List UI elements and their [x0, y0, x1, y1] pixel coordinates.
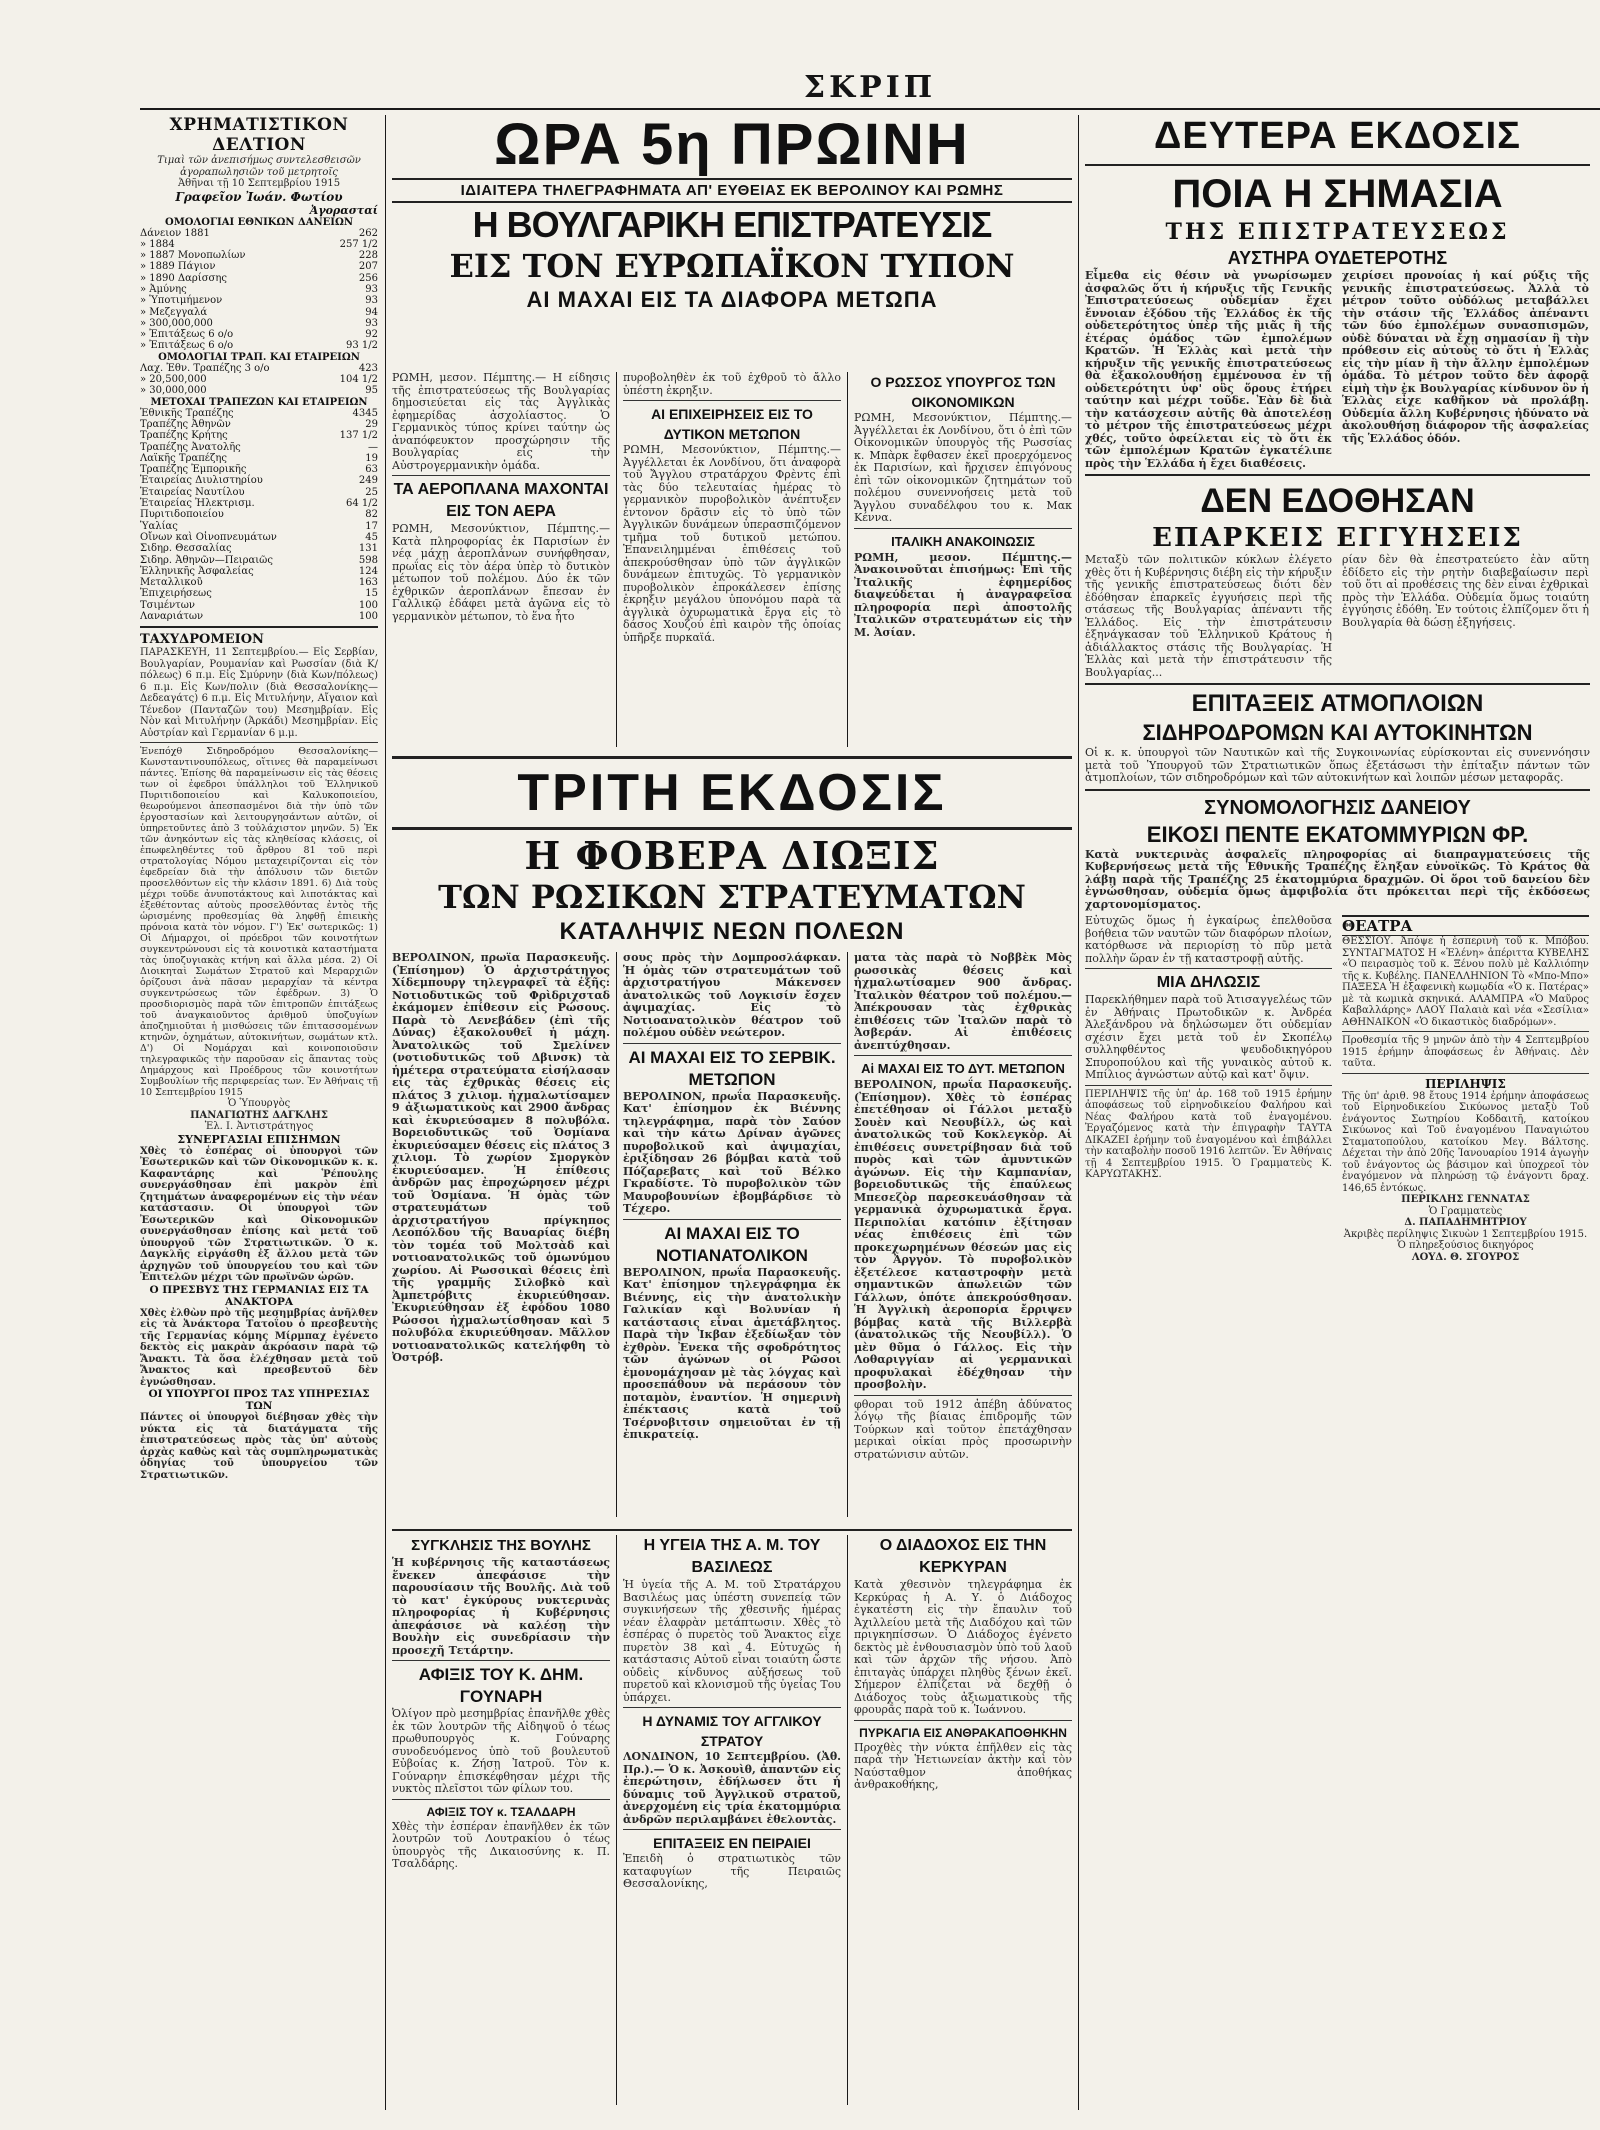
article-text: ΡΩΜΗ, μεσον. Πέμπτης.— Ἀνακοινοῦται ἐπισήμως: Ἐπὶ τῆς Ἰταλικῆς ἐφημερίδος διαψεύδεται ἡ ἀναγραφεῖσα πληροφορία περὶ ἀποστολῆς Ἰταλικῶν στρατευμάτων εἰς τὴν Μ. Ἀσίαν.: [854, 550, 1072, 639]
market-item-price: 4345: [352, 407, 378, 419]
signature-text: Ἀκριβὲς περίληψις Σικυὼν 1 Σεπτεμβρίου 1915. Ὁ πληρεξούσιος δικηγόρος: [1343, 1228, 1588, 1251]
top-rule: [140, 108, 1600, 110]
market-item-price: 95: [365, 385, 378, 397]
market-item-name: » Μεζεγγαλά: [140, 306, 208, 318]
market-item-name: » 1890 Δαρίσσης: [140, 272, 227, 284]
ministers-text: Πάντες οἱ ὑπουργοὶ διέβησαν χθὲς τὴν νύκτα εἰς τὰ διατάγματα τῆς ἐπιστρατεύσεως πρὸς τὰς ὑπ' αὐτοὺς ἀρχὰς καθὼς καὶ τὰς συμπληρωματικὰς ὁδηγίας τοῦ ὑπουργείου τῶν Στρατιωτικῶν.: [140, 1412, 378, 1481]
article-col-3: [854, 372, 1072, 752]
column-rule: [616, 372, 617, 747]
market-row: [140, 273, 378, 284]
article-text: Οἱ κ. κ. ὑπουργοὶ τῶν Ναυτικῶν καὶ τῆς Συγκοινωνίας εὑρίσκονται εἰς συνεννόησιν μετὰ τοῦ Ὑπουργοῦ τῶν Στρατιωτικῶν ὅπως ἐξετάσωσι τὴν ἐπίταξιν πάντων τῶν ἀτμοπλοίων, τῶν σιδηροδρόμων καὶ τῶν αὐτοκινήτων καὶ λοιπῶν μέσων μεταφορᾶς.: [1085, 746, 1590, 784]
article-text: ΒΕΡΟΛΙΝΟΝ, πρωΐα Παρασκευῆς. (Ἐπίσημον) Ὁ ἀρχιστράτηγος Χίδεμπουργ τηλεγραφεῖ τὰ ἑξῆς: Νοτιοδυτικῶς τοῦ Φρὶδριχσταδ ἐκάμομεν ἐπίθεσιν εἰς Ρώσους. Παρὰ τὸ Λενεβάδεν (ἐπὶ τῆς Δύνας) ἐξακολουθεῖ ἡ μάχη. Ἀνατολικῶς τοῦ Σμελίνεν (νοτιοδυτικῶς τοῦ Δβινσκ) τὰ ἡμέτερα στρατεύματα εἰσήλασαν εἰς τὰς ἐχθρικὰς θέσεις εἰς πλάτος 3 χιλιομ. ἠχμαλωτίσαμεν 9 ἀξιωματικοὺς καὶ 2900 ἄνδρας καὶ ἐκυριεύσαμεν 8 πολυβόλα. Βορειοδυτικῶς τοῦ Ὀσμίανα ἐκυριεύσαμεν θέσεις εἰς πλάτος 3 χιλιομ. Τὸ χωρίον Σμοργκὸν ἐκυριεύσαμεν. Ἡ ἐπίθεσις ἀνδρῶν μας ἐπροχώρησεν μέχρι τοῦ Ὀσμίανα. Ἡ ὁμὰς τῶν στρατευμάτων τοῦ ἀρχιστρατήγου πρίγκηπος Λεοπόλδου τῆς Βαυαρίας διέβη τὸν τομέα τοῦ Μολτσὰδ καὶ νοτιοανατολικῶς τοῦ ὁμωνύμου χωρίου. Αἱ Ρωσσικαὶ θέσεις ἐπὶ τῆς γραμμῆς Σιλοβκὸ καὶ Ἀμπετρόβιτς ἐκυριεύθησαν. Ἐκυριεύθησαν ἐξ ἐφόδου 1080 Ρώσσοι ἠχμαλωτίσθησαν καὶ 5 πολυβόλα ἐκυριεύθησαν. Μᾶλλον νοτιοανατολικῶς κατελήφθη τὸ Ὀστρόβ.: [392, 952, 610, 1364]
market-item-price: 64 1/2: [346, 498, 378, 510]
market-row: [140, 498, 378, 509]
market-row: [140, 340, 378, 351]
table-bank-shares: [140, 408, 378, 623]
german-ambassador-title: Ο ΠΡΕΣΒΥΣ ΤΗΣ ΓΕΡΜΑΝΙΑΣ ΕΙΣ ΤΑ ΑΝΑΚΤΟΡΑ: [149, 1283, 369, 1308]
market-bulletin-subtitle: Τιμαὶ τῶν ἀνεπισήμως συντελεσθεισῶν ἀγοραπωλησιῶν τοῦ μετρητοῖς: [157, 155, 361, 178]
right-subcol-b: [1342, 915, 1589, 1263]
market-row: [140, 318, 378, 329]
divider: [1085, 789, 1590, 791]
subhead-russian-minister: Ο ΡΩΣΣΟΣ ΥΠΟΥΡΓΟΣ ΤΩΝ ΟΙΚΟΝΟΜΙΚΩΝ: [870, 374, 1056, 410]
market-item-name: Δάνειον 1881: [140, 227, 210, 239]
headline-theatres: ΘΕΑΤΡΑ: [1342, 915, 1589, 936]
article-text: Ἐπειδὴ ὁ στρατιωτικὸς τῶν καταφυγίων τῆς Πειραιῶς Θεσσαλονίκης,: [623, 1852, 841, 1890]
subhead-tsaldaris: ΑΦΙΞΙΣ ΤΟΥ κ. ΤΣΑΛΔΑΡΗ: [426, 1804, 576, 1819]
market-item-price: 92: [365, 329, 378, 341]
article-col-2: [623, 372, 841, 752]
market-row: [140, 408, 378, 419]
german-ambassador-text: Χθὲς ἐλθὼν πρὸ τῆς μεσημβρίας ἀνῆλθεν εἰς τὰ Ἀνάκτορα Τατοΐου ὁ πρεσβευτὴς τῆς Γερμανίας κόμης Μίρμπαχ ἐγένετο δεκτὸς εἰς μακρὰν ἀκρόασιν παρὰ τῷ Ἄνακτι. Τὰ ὅσα ἐλέχθησαν μετὰ τοῦ Ἄνακτος καὶ πρεσβευτοῦ δὲν ἐγνώσθησαν.: [140, 1307, 378, 1388]
market-row: [140, 250, 378, 261]
post-office-text: ΠΑΡΑΣΚΕΥΗ, 11 Σεπτεμβρίου.— Εἰς Σερβίαν, Βουλγαρίαν, Ρουμανίαν καὶ Ρωσσίαν (διὰ Κ/πόλεως) 6 π.μ. Εἰς Σμύρνην (διὰ Κων/πόλεως) 6 π.μ. Εἰς Κων/πολιν (διὰ Θεσσαλονίκης—Δεδεαγάτς) 6 π.μ. Εἰς Μιτυλήνην, Αἴγαιον καὶ Τένεδον (Πανταζῶν του) Μεσημβρίαν. Εἰς Νὸν καὶ Μιτυλήνην (Ἀρκάδι) Μεσημβρίαν. Εἰς Αὐστρίαν καὶ Γερμανίαν 6 μ.μ.: [140, 647, 378, 739]
column-rule: [616, 952, 617, 1517]
market-item-price: 262: [358, 227, 378, 239]
market-row: [140, 374, 378, 385]
divider: [623, 1707, 841, 1708]
column-rule: [616, 1535, 617, 2105]
market-item-name: Ἑταιρείας Διυλιστηρίου: [140, 475, 263, 487]
article-text: ΒΕΡΟΛΙΝΟΝ, πρωΐα Παρασκευῆς. Κατ' ἐπίσημον τηλεγράφημα ἐκ Βιέννης, εἰς τὴν ἀνατολικὴν Γαλικίαν καὶ Βολυνίαν ἡ κατάστασις εἶναι ἀμετάβλητος. Παρὰ τὴν Ἰκβαν ἐξεδίωξαν τὸν ἐχθρὸν. Ἐνεκα τῆς σφοδρότητος τῶν ἀγώνων οἱ Ρῶσοι ἐμονομάχησαν μὲ τὰς λόγχας καὶ προσεπάθουν νὰ περάσουν τὸν ποταμὸν, ἐναντίον. Ἡ σημερινὴ ἐπέκτασις κατὰ τοῦ Τσέρνοβιτσιν σημειοῦται ἐν τῇ ἐπικρατείᾳ.: [623, 1265, 841, 1441]
market-item-price: 17: [365, 520, 378, 532]
market-row: [140, 419, 378, 430]
market-item-name: Τραπέζης Ἀθηνῶν: [140, 418, 231, 430]
article-text: χειρίσει προνοίας ἡ καί ρύξις τῆς γενικῆς ἐπιστρατεύσεως. Ἀλλὰ τὸ μέτρον τοῦτο οὐδόλως μεταβάλλει τὴν στάσιν τῆς Ἑλλάδος ἀπέναντι τῶν δύο ἐμπολέμων συνασπισμῶν, οὐδὲ δύναται νὰ ἔχῃ σημασίαν ἢ τὴν πρόθεσιν εἰς αὐτοὺς τὸ ὅτι ἡ Ἑλλὰς εἰς τὴν μίαν ἢ τὴν ἄλλην ἐμπολέμων ὁμάδα. Τὸ μέτρον τοῦτο δὲν ἀφορᾷ εἰμὴ τὴν ἐκ Βουλγαρίας κίνδυνον ὃν ἡ Ἑλλὰς εἶχε καθῆκον νὰ προλάβῃ. Οὐδεμία ἄλλη Κυβέρνησις ἠδύνατο νὰ ἀκολουθήσῃ διάφορον τῆς ἀσφαλείας τῆς Ἑλλάδος ὁδόν.: [1342, 269, 1589, 445]
article-text: Κατὰ νυκτερινὰς ἀσφαλεῖς πληροφορίας αἱ διαπραγματεύσεις τῆς Κυβερνήσεως μετὰ τῆς Ἐθνικῆς Τραπέζης ἔληξαν εὐνοϊκῶς. Τὸ Κράτος θὰ λάβῃ παρὰ τῆς Τραπέζης 25 ἑκατομμύρια δραχμῶν. Οἱ ὅροι τοῦ δανείου δὲν ἐγνώσθησαν, οὐδεμία ὅμως ἀμφιβολία ὅτι πρόκειται περὶ τῆς ἐκδόσεως χαρτονομίσματος.: [1085, 847, 1590, 911]
market-row: [140, 566, 378, 577]
market-row: [140, 555, 378, 566]
subhead-serbian-front: ΑΙ ΜΑΧΑΙ ΕΙΣ ΤΟ ΣΕΡΒΙΚ. ΜΕΤΩΠΟΝ: [628, 1047, 836, 1089]
divider: [392, 1799, 610, 1800]
market-colhead: Ἀγορασταί: [309, 203, 378, 217]
subhead-british-army: Η ΔΥΝΑΜΙΣ ΤΟΥ ΑΓΓΛΙΚΟΥ ΣΤΡΑΤΟΥ: [642, 1713, 822, 1749]
center-top-section: [392, 112, 1072, 752]
article-text: Ἡ ὑγεία τῆς Α. Μ. τοῦ Στρατάρχου Βασιλέως μας ὑπέστη συνεπείᾳ τῶν συγκινήσεων τῆς χθεσινῆς ἡμέρας νέαν ἐλαφρὰν μετάπτωσιν. Χθὲς τὸ ἑσπέρας ὁ πυρετὸς τοῦ Ἄνακτος εἶχε πυρετὸν 38 καὶ 4. Εὐτυχῶς ἡ κατάστασις Αὐτοῦ εἶναι τοιαύτη ὥστε οὐδεὶς κίνδυνος αὐξήσεως τοῦ πυρετοῦ καὶ κλονισμοῦ τῆς ὑγείας Του ὑπάρχει.: [623, 1578, 841, 1704]
article-text: Κατὰ χθεσινὸν τηλεγράφημα ἐκ Κερκύρας ἡ Α. Υ. ὁ Διάδοχος ἐγκατέστη εἰς τὴν ἔπαυλιν τοῦ Ἀχιλλείου μετὰ τῆς Διαδόχου καὶ τῶν πριγκηπίσσων. Ὁ Διάδοχος ἐγένετο δεκτὸς μὲ ἐνθουσιασμὸν ὑπὸ τοῦ λαοῦ καὶ τῶν ἀρχῶν τῆς νήσου. Ἀπὸ ἐπιταγὰς ὑπάρχει πληθὺς ξένων ἐκεῖ. Σήμερον ἐλπίζεται νὰ δεχθῇ ὁ Διάδοχος τοὺς ἀξιωματικοὺς τῆς φρουρᾶς παρὰ τοῦ κ. Ἰωάννου.: [854, 1578, 1072, 1716]
market-row: [140, 284, 378, 295]
headline-summary: ΠΕΡΙΛΗΨΙΣ: [1425, 1076, 1506, 1091]
divider: [140, 626, 378, 628]
summary-text: Τῆς ὑπ' ἀριθ. 98 ἔτους 1914 ἐρήμην ἀποφάσεως τοῦ Εἰρηνοδικείου Σικύωνος μεταξὺ Τοῦ ἐνάγοντος Σωτηρίου Κοδδαιτῆ, κατοίκου Σικύωνος καὶ Τοῦ ἐναγομένου Παναγιώτου Σταματοπούλου, κατοίκου Μεγ. Βάλτσης. Δέχεται τὴν ἀπὸ 20ῆς Ἰανουαρίου 1914 ἀγωγὴν τοῦ ἐνάγοντος ὡς βάσιμον καὶ ὑποχρεοῖ τὸν ἐναγόμενον νὰ πληρώσῃ τῷ ἐνάγοντι δραχ. 146,65 ἐντόκως.: [1342, 1090, 1589, 1194]
market-item-price: 249: [358, 475, 378, 487]
market-item-price: 29: [365, 418, 378, 430]
divider: [1342, 1031, 1589, 1032]
market-item-price: 207: [358, 261, 378, 273]
market-item-name: Σιδηρ. Ἀθηνῶν—Πειραιῶς: [140, 554, 273, 566]
headline-railways-cars: ΣΙΔΗΡΟΔΡΟΜΩΝ ΚΑΙ ΑΥΤΟΚΙΝΗΤΩΝ: [1142, 720, 1533, 745]
article-col-1: [392, 1535, 610, 2110]
divider: [1085, 1085, 1332, 1086]
subhead-coal-fire: ΠΥΡΚΑΓΙΑ ΕΙΣ ΑΝΘΡΑΚΑΠΟΘΗΚΗΝ: [859, 1725, 1067, 1740]
market-row: [140, 521, 378, 532]
market-item-name: Τσιμέντων: [140, 599, 195, 611]
market-row: [140, 588, 378, 599]
masthead: ΣΚΡΙΠ: [803, 70, 937, 105]
article-text: ΒΕΡΟΛΙΝΟΝ, πρωΐα Παρασκευῆς. Κατ' ἐπίσημον ἐκ Βιέννης τηλεγράφημα, παρὰ τὸν Σαύον καὶ τὴν κάτω Δρίναν ἀγῶνες πυροβολικοῦ καὶ ἀψιμαχίαι, ἐριξίδησαν 26 βόμβαι κατὰ τοῦ Πόζαρεβατς καὶ τοῦ Βέλκο Γκραδίστε. Τὸ πυροβολικὸν τῶν Μαυροβουνίων ἐβομβάρδισε τὸ Τέχερο.: [623, 1089, 841, 1215]
market-item-name: Μεταλλικοῦ: [140, 577, 203, 589]
market-item-price: 100: [358, 611, 378, 622]
divider: [623, 1219, 841, 1220]
article-text: Ἡ κυβέρνησις τῆς καταστάσεως ἕνεκεν ἀπεφάσισε τὴν παρουσίασιν τῆς Βουλῆς. Διὰ τοῦ τὸ κατ' ἐγκύρους νυκτερινὰς πληροφορίας ἡ Κυβέρνησις ἀπεφάσισε νὰ καλέσῃ τὴν Βουλὴν εἰς συνεδρίασιν τὴν προσεχῆ Τετάρτην.: [392, 1556, 610, 1657]
divider: [1085, 683, 1590, 685]
divider: [1085, 474, 1590, 476]
market-item-price: 256: [358, 272, 378, 284]
market-item-name: » Ὑποτιμήμενον: [140, 295, 223, 307]
market-item-price: 423: [358, 362, 378, 374]
article-text: φθοραι τοῦ 1912 ἀπέβη ἀδύνατος λόγῳ τῆς βίαιας ἐπιδρομῆς τῶν Τούρκων καὶ τοῦτον ἐπετάχθησαν μερικαὶ οἰκίαι πρὸς προσωρινὴν στρατώνισιν αὐτῶν.: [854, 1397, 1072, 1461]
banner-third-edition: ΤΡΙΤΗ ΕΚΔΟΣΙΣ: [517, 764, 947, 822]
headline-bulgarian-mobilization: Η ΒΟΥΛΓΑΡΙΚΗ ΕΠΙΣΤΡΑΤΕΥΣΙΣ: [472, 204, 992, 245]
market-row: [140, 509, 378, 520]
mobilization-decree-text: Ἐνεπόχθ Σιδηροδρόμου Θεσσαλονίκης—Κωνσταντινουπόλεως, οἵτινες θὰ παραμείνωσι πάντες. Ἐπίσης θὰ παραμείνωσιν εἰς τὰς θέσεις των οἱ ἐφεδροι ὑπάλληλοι τοῦ Ἑλληνικοῦ Πυριτιδοποιείου καὶ Καλυκοποιείου, θεωρούμενοι ἀπεσπασμένοι διὰ τὴν ὑπὸ τῶν ἐργοστασίων καὶ λειτουργησάντων αὐτῶν, οἱ ὑπηρετοῦντες ἀπὸ 3 τοὐλάχιστον μηνῶν. 5) Ἐκ τῶν ἀνηκόντων εἰς τὰς κληθείσας κλάσεις, οἱ ἐπωφεληθέντες τοῦ ἄρθρου 81 τοῦ περὶ στρατολογίας Νόμου μεταχειρίζονται εἰς τὸν ἐφεδρείαν διὰ τὴν ἀπόλυσιν τῶν διετῶν προσελθόντων εἰς τὴν κλάσιν 1891. 6) Διὰ τοὺς μέχρι τοῦδε ἀνυποτάκτους καὶ λιποτάκτας καὶ ἐξεθέτοντας αὐτοὺς προσελθόντας ἐντὸς τῆς ὡρισμένης προθεσμίας θὰ ληφθῇ ἐπιεικὴς πρόνοια κατὰ τὸν νόμον. Γ') Ἐκ' σωτερικῶς: 1) Οἱ Δήμαρχοι, οἱ πρόεδροι τῶν κοινοτήτων συγκεντρώνουσι εἰς τὰ κοινοτικὰ καταστήματα τὰς ὑποζυγιακὰς κτήνη καὶ ἄλλα μέσα. 2) Οἱ Διοικηταὶ Σωμάτων Στρατοῦ καὶ Μεραρχιῶν ὁρίζουσι ἀνὰ πᾶσαν μεραρχίαν τὰ κέντρα συγκεντρώσεως τῶν ἐφέδρων. 3) Ὁ προσδιορισμὸς παρὰ τῶν ἐπιτροπῶν ἐπιτάξεως τοῦ ἀναγκαιοῦντος ἀριθμοῦ ὑποζυγίων ἀποζημιοῦται ἡ μισθώσεις τῶν ἐπιτασσομένων κτηνῶν, ὀχημάτων, αὐτοκινήτων, σωμάτων κτλ. Δ') Οἱ Νομάρχαι καὶ κοινοποιοῦσιν τηλεγραφικῶς τὴν παροῦσαν εἰς ἅπαντας τοὺς Δημάρχους καὶ Προέδρους τῶν κοινοτήτων Συμβουλίων τῆς περιφερείας των. Ἐν Ἀθήναις τῇ 10 Σεπτεμβρίου 1915: [140, 746, 378, 1099]
headline-of-mobilization: ΤΗΣ ΕΠΙΣΤΡΑΤΕΥΣΕΩΣ: [1165, 219, 1510, 245]
market-item-price: —: [368, 441, 378, 453]
article-text: ΒΕΡΟΛΙΝΟΝ, πρωΐα Παρασκευῆς. (Ἐπίσημον). Χθὲς τὸ ἑσπέρας ἐπετέθησαν οἱ Γάλλοι μεταξὺ Σουὲν καὶ Νεουβίλλ, ὡς καὶ ἀνατολικῶς τοῦ Κοκλεγκὸρ. Αἱ ἐπιθέσεις συνετρίβησαν διὰ τοῦ πυρὸς καὶ τῶν ἀμυντικῶν ἀγώνων. Εἰς τὴν Καμπανίαν, βορειοδυτικῶς τῆς ἐπαύλεως Μπεσεζὸρ παρεσκευάσθησαν τὰ γερμανικὰ ὀχυρωματικὰ ἔργα. Περιπολίαι κατόπιν ἐξίτησαν νέας ἐπιθέσεις ἐπὶ τῶν προκεχωρημένων θέσεών μας εἰς τὸν Ἀργγὸν. Τὸ πυροβολικὸν ἐξετέλεσε καταστροφὴν μετὰ σημαντικῶν ἀπωλειῶν τῶν Γάλλων, ὁπότε ἀπεκρούσθησαν. Ἡ Ἀγγλικὴ ἀεροπορία ἔρριψεν βόμβας κατὰ τῆς Βιλλερβὰ (ἀνατολικῶς τῆς Νεουβίλλ). Ὁ μὲν θῦμα ὁ Γάλλος. Εἰς τὴν Λοθαριγγίαν αἱ γερμανικαὶ προφυλακαὶ ἐδέχθησαν τὴν προσβολὴν.: [854, 1078, 1072, 1391]
article-text: ΛΟΝΔΙΝΟΝ, 10 Σεπτεμβρίου. (Ἀθ. Πρ.).— Ὁ κ. Ἀσκουὶθ, ἀπαντῶν εἰς ἐπερώτησιν, ἐδήλωσεν ὅτι ἡ δύναμις τοῦ Ἀγγλικοῦ στρατοῦ, ἀνερχομένη εἰς τρία ἑκατομμύρια ἀνδρῶν περιλαμβάνει ἐθελοντὰς.: [623, 1750, 841, 1826]
article-col-3: [854, 1535, 1072, 2110]
market-item-price: 257 1/2: [339, 238, 378, 250]
legal-notice-text: ΠΕΡΙΛΗΨΙΣ τῆς ὑπ' ἀρ. 168 τοῦ 1915 ἐρήμην ἀποφάσεως τοῦ εἰρηνοδικείου Φαλήρου καὶ Νέας Φαλήρου κατὰ τοῦ ἐναγομένου. Ἐργαζόμενος κατὰ τὴν ἐπιγραφὴν ΤΑΥΤΑ ΔΙΚΑΖΕΙ ἐρήμην τοῦ ἐναγομένου καὶ ἐπιβάλλει τὴν καταβολὴν ποσοῦ 1916 λεπτῶν. Ἐν Ἀθήναις τῇ 4 Σεπτεμβρίου 1915. Ὁ Γραμματεὺς Κ. ΚΑΡΥΩΤΑΚΗΣ.: [1085, 1088, 1332, 1180]
legal-notice-text: Προθεσμία τῆς 9 μηνῶν ἀπὸ τὴν 4 Σεπτεμβρίου 1915 ἐρήμην ἀποφάσεως ἐν Ἀθήναις. Δὲν ταῦτα.: [1342, 1035, 1589, 1069]
column-rule: [847, 952, 848, 1517]
divider: [854, 1395, 1072, 1396]
subhead-crown-prince: Ο ΔΙΑΔΟΧΟΣ ΕΙΣ ΤΗΝ ΚΕΡΚΥΡΑΝ: [879, 1537, 1047, 1576]
headline-not-given: ΔΕΝ ΕΔΟΘΗΣΑΝ: [1200, 482, 1475, 520]
table-national-loans: [140, 228, 378, 352]
market-row: [140, 442, 378, 453]
market-item-name: Οἴνων καὶ Οἰνοπνευμάτων: [140, 531, 277, 543]
article-text: Χθὲς τὴν ἑσπέραν ἐπανῆλθεν ἐκ τῶν λουτρῶν τοῦ Λουτρακίου ὁ τέως ὑπουργὸς τῆς Δικαιοσύνης κ. Π. Τσαλδάρης.: [392, 1819, 610, 1870]
market-row: [140, 430, 378, 441]
headline-terrible-pursuit: Η ΦΟΒΕΡΑ ΔΙΩΞΙΣ: [524, 833, 940, 878]
article-col-2: [623, 952, 841, 1522]
article-col-1: [392, 952, 610, 1522]
market-item-price: 104 1/2: [339, 374, 378, 386]
headline-european-press: ΕΙΣ ΤΟΝ ΕΥΡΩΠΑΪΚΟΝ ΤΥΠΟΝ: [449, 247, 1015, 285]
market-item-name: » 1889 Πάγιον: [140, 261, 216, 273]
market-item-name: Λαναριάτων: [140, 611, 204, 622]
market-item-name: Ἑταιρείας Ἠλεκτρισμ.: [140, 498, 255, 510]
left-column: [140, 115, 378, 2110]
article-col-3: [854, 952, 1072, 1522]
market-item-price: 598: [358, 554, 378, 566]
divider: [140, 742, 378, 743]
divider: [1342, 1073, 1589, 1074]
market-row: [140, 239, 378, 250]
article-text: Ὀλίγον πρὸ μεσημβρίας ἐπανῆλθε χθὲς ἐκ τῶν λουτρῶν τῆς Αἰδηψοῦ ὁ τέως πρωθυπουργὸς κ. Γούναρης συνοδευόμενος ὑπὸ τοῦ βουλευτοῦ Εὐβοίας κ. Ζήσῃ Ἰατροῦ. Τὸν κ. Γούναρην ἐπισκέφθησαν μέχρι τῆς νυκτὸς πλεῖστοι τῶν φίλων του.: [392, 1707, 610, 1795]
subhead-gounaris: ΑΦΙΞΙΣ ΤΟΥ Κ. ΔΗΜ. ΓΟΥΝΑΡΗ: [418, 1665, 584, 1706]
article-text: πυροβοληθὲν ἐκ τοῦ ἐχθροῦ τὸ ἄλλο ὑπέστη ἐκρηξιν.: [623, 372, 841, 397]
coop-text: Χθὲς τὸ ἑσπέρας οἱ ὑπουργοὶ τῶν Ἐσωτερικῶν καὶ τῶν Οἰκονομικῶν κ. κ. Καφαντάρης καὶ Ῥέπουλης συνεργάσθησαν ἐπὶ μακρὸν ἐπὶ ζητημάτων ἀναφερομένων εἰς τὴν νέαν κατάστασιν. Οἱ ὑπουργοὶ τῶν Ἐσωτερικῶν καὶ Οἰκονομικῶν συνεργάσθησαν ἐπίσης καὶ μετὰ τοῦ ὑπουργοῦ τῶν Στρατιωτικῶν. Ὁ κ. Δαγκλῆς εἰργάσθη ἐξ ἄλλου μετὰ τῶν ἀρχηγῶν τοῦ ὑπουργείου του καὶ τῶν Ἐπιτελῶν μέχρι τῶν πρωϊνῶν ὡρῶν.: [140, 1145, 378, 1284]
article-text: ματα τὰς παρὰ τὸ Νοββὲκ Μὸς ρωσσικὰς θέσεις καὶ ἠχμαλωτίσαμεν 900 ἄνδρας. Ἰταλικὸν θέατρον τοῦ πολέμου.— Ἀπέκρουσαν τὰς ἐχθρικὰς ἐπιθέσεις τῶν Ἰταλῶν παρὰ τὸ Ἀσβεράν. Αἱ ἐπιθέσεις ἀνεπτύχθησαν.: [854, 952, 1072, 1052]
market-row: [140, 577, 378, 588]
market-item-name: » Ἐπιτάξεως 6 ο/ο: [140, 340, 234, 352]
article-text: Μεταξὺ τῶν πολιτικῶν κύκλων ἐλέγετο χθὲς ὅτι ἡ Κυβέρνησις διέβη εἰς τὴν κήρυξιν τῆς γενικῆς ἐπιστρατεύσεως διότι δὲν ἐδόθησαν ἐπαρκεῖς ἐγγυήσεις περὶ τῆς στάσεως τῆς Βουλγαρίας ἀπέναντι τῆς Ἑλλάδος. Εἰς τὴν ἐπιστράτευσιν ἐξηνάγκασαν τοῦ Ἑλληνικοῦ Κράτους ἡ ἀδιάλλακτος στάσις τῆς Βουλγαρίας. Ἡ Ἑλλὰς καὶ μετὰ τὴν ἐπιστράτευσιν τῆς Βουλγαρίας...: [1085, 553, 1332, 679]
center-mid-section: [392, 752, 1072, 1522]
table-bank-bonds: [140, 363, 378, 397]
section-bank-shares: ΜΕΤΟΧΑΙ ΤΡΑΠΕΖΩΝ ΚΑΙ ΕΤΑΙΡΕΙΩΝ: [150, 396, 368, 408]
market-item-name: Ὑαλίας: [140, 520, 178, 532]
market-bulletin-title: ΧΡΗΜΑΤΙΣΤΙΚΟΝ ΔΕΛΤΙΟΝ: [169, 115, 349, 155]
market-item-price: 19: [365, 452, 378, 464]
signature-name: ΠΑΝΑΓΙΩΤΗΣ ΔΑΓΚΛΗΣ: [190, 1109, 328, 1121]
article-text: Εὐτυχῶς ὅμως ἡ ἐγκαίρως ἐπελθοῦσα βοήθεια τῶν ναυτῶν τῶν διαφόρων πλοίων, κατόρθωσε νὰ περιορίσῃ τὸ πῦρ μετὰ πολλὴν ὥραν ἐν τῇ καταστροφῇ αὐτῆς.: [1085, 914, 1332, 965]
market-row: [140, 464, 378, 475]
divider: [392, 756, 1072, 759]
market-row: [140, 475, 378, 486]
market-item-name: » 20,500,000: [140, 374, 207, 386]
divider: [854, 1720, 1072, 1721]
headline-declaration: ΜΙΑ ΔΗΛΩΣΙΣ: [1156, 974, 1261, 991]
divider: [392, 827, 1072, 830]
signature-name: Δ. ΠΑΠΑΔΗΜΗΤΡΙΟΥ: [1404, 1217, 1527, 1228]
subhead-operations-west: ΑΙ ΕΠΙΧΕΙΡΗΣΕΙΣ ΕΙΣ ΤΟ ΔΥΤΙΚΟΝ ΜΕΤΩΠΟΝ: [651, 406, 813, 442]
headline-25-million: ΕΙΚΟΣΙ ΠΕΝΤΕ ΕΚΑΤΟΜΜΥΡΙΩΝ ΦΡ.: [1146, 821, 1529, 847]
signature-name: ΛΟΥΔ. Θ. ΣΓΟΥΡΟΣ: [1411, 1251, 1520, 1263]
market-row: [140, 453, 378, 464]
market-row: [140, 600, 378, 611]
divider: [623, 1043, 841, 1044]
divider: [392, 1660, 610, 1661]
subhead-airplanes: ΤΑ ΑΕΡΟΠΛΑΝΑ ΜΑΧΟΝΤΑΙ ΕΙΣ ΤΟΝ ΑΕΡΑ: [393, 481, 609, 520]
headline-steamships: ΕΠΙΤΑΞΕΙΣ ΑΤΜΟΠΛΟΙΩΝ: [1191, 690, 1484, 717]
market-row: [140, 532, 378, 543]
market-item-price: 93: [365, 283, 378, 295]
post-office-title: ΤΑΧΥΔΡΟΜΕΙΟΝ: [140, 632, 264, 648]
divider: [854, 528, 1072, 529]
right-subcol-a: [1085, 915, 1332, 1263]
headline-guarantees: ΕΠΑΡΚΕΙΣ ΕΓΓΥΗΣΕΙΣ: [1152, 523, 1523, 553]
market-item-price: 93: [365, 317, 378, 329]
article-text: ΡΩΜΗ, Μεσονύκτιον, Πέμπτης.— Κατὰ πληροφορίας ἐκ Παρισίων ἐν νέᾳ μάχῃ ἀεροπλάνων συνήφθησαν, πρωΐας εἰς τὸν ἀέρα ὑπὲρ τὸ δυτικὸν μέτωπον τοῦ πολέμου. Δύο ἐκ τῶν ἐχθρικῶν ἀεροπλάνων ἔπεσαν ἐν Γαλλικῷ ἐδάφει μετὰ ἀγῶνα εἰς τὸ γερμανικὸν μέτωπον, τὸ ἕνα ἦτο: [392, 522, 610, 623]
market-bulletin-date: Ἀθῆναι τῇ 10 Σεπτεμβρίου 1915: [177, 178, 341, 189]
divider: [1085, 968, 1332, 969]
headline-strict-neutrality: ΑΥΣΤΗΡΑ ΟΥΔΕΤΕΡΟΤΗΣ: [1227, 248, 1448, 268]
right-column: [1085, 112, 1590, 2110]
market-item-price: 15: [365, 588, 378, 600]
banner-5am: ΩΡΑ 5η ΠΡΩΙΝΗ: [494, 112, 970, 177]
market-office: Γραφεῖον Ἰωάν. Φωτίου: [175, 189, 343, 204]
market-item-price: 45: [365, 531, 378, 543]
market-item-name: » Ἀμύνης: [140, 283, 187, 295]
market-row: [140, 611, 378, 622]
article-text: ρίαν δὲν θὰ ἐπεστρατεύετο ἐὰν αὕτη ἐδίδετο εἰς τὴν ρητὴν διαβεβαίωσιν περὶ τοῦ ὅτι αἱ προθέσεις της δὲν εἶναι ἐχθρικαὶ πρὸς τὴν Ἑλλάδα. Οὐδεμία ὅμως τοιαύτη ἐγγύησις ἐδόθη. Ἐν τούτοις ἐλπίζομεν ὅτι ἡ Βουλγαρία θὰ δώσῃ ἐξηγήσεις.: [1342, 553, 1589, 629]
section-national-loans: ΟΜΟΛΟΓΙΑΙ ΕΘΝΙΚΩΝ ΔΑΝΕΙΩΝ: [164, 216, 354, 228]
headline-new-cities: ΚΑΤΑΛΗΨΙΣ ΝΕΩΝ ΠΟΛΕΩΝ: [559, 918, 905, 945]
article-text: Προχθὲς τὴν νύκτα ἐπῆλθεν εἰς τὰς παρὰ τὴν Ἡετιωνείαν ἀκτὴν καὶ τὸν Ναύσταθμον ἀποθήκας ἀνθρακοθήκης,: [854, 1740, 1072, 1791]
article-col-1: [392, 372, 610, 752]
market-item-name: Τραπέζης Κρήτης: [140, 430, 228, 442]
coop-title: ΣΥΝΕΡΓΑΣΙΑΙ ΕΠΙΣΗΜΩΝ: [177, 1132, 341, 1146]
market-item-name: » 300,000,000: [140, 317, 213, 329]
market-item-price: 82: [365, 509, 378, 521]
signature-minister: Ὁ Ὑπουργὸς: [227, 1098, 291, 1110]
market-item-price: 163: [358, 577, 378, 589]
market-row: [140, 543, 378, 554]
ministers-title: ΟΙ ΥΠΟΥΡΓΟΙ ΠΡΟΣ ΤΑΣ ΥΠΗΡΕΣΙΑΣ ΤΩΝ: [148, 1388, 370, 1413]
banner-second-edition: ΔΕΥΤΕΡΑ ΕΚΔΟΣΙΣ: [1154, 115, 1521, 157]
headline-battles: ΑΙ ΜΑΧΑΙ ΕΙΣ ΤΑ ΔΙΑΦΟΡΑ ΜΕΤΩΠΑ: [526, 287, 938, 312]
market-item-price: 93: [365, 295, 378, 307]
market-item-name: » Ἐπιτάξεως 6 ο/ο: [140, 329, 234, 341]
column-rule: [847, 1535, 848, 2105]
market-item-price: 94: [365, 306, 378, 318]
market-row: [140, 487, 378, 498]
market-item-price: 137 1/2: [339, 430, 378, 442]
article-text: ΡΩΜΗ, Μεσονύκτιον, Πέμπτης.— Ἀγγέλλεται ἐκ Λονδίνου, ὅτι ἀναφορὰ τοῦ Ἄγγλου στρατάρχου Φρὲντς ἐπὶ τὰς δύο τελευταίας ἡμέρας τὸ γερμανικὸν πυροβολικὸν ἀνέπτυξεν ἐντονον δρᾶσιν εἰς τὸ ὑπὸ τῶν Ἀγγλικῶν δυνάμεων ὑπερασπιζόμενον τμῆμα τοῦ δυτικοῦ μετώπου. Ἐπανειλημμέναι ἐπιθέσεις τοῦ ἀπεκρούσθησαν ὑπὸ τῶν ἀγγλικῶν δυνάμεων ἐπιτυχῶς. Τὸ γερμανικὸν πυροβολικὸν ἐπροκάλεσεν ἐπίσης ἐκρηξιν μεγάλου ὑπονόμου παρὰ τὰ ἀγγλικὰ ὀχυρωματικὰ ἔργα εἰς τὸ δάσος Χουζού ἐπὶ καιρὸν τῆς ὁποίας ὑπῆρξε πυρκαϊά.: [623, 443, 841, 644]
article-text: Εἶμεθα εἰς θέσιν νὰ γνωρίσωμεν ἀσφαλῶς ὅτι ἡ κήρυξις τῆς Γενικῆς Ἐπιστρατεύσεως οὐδεμίαν ἔχει ἔννοιαν ἐξόδου τῆς Ἑλλάδος ἐκ τῆς οὐδετερότητος ὑπὲρ τῆς μιᾶς ἢ τῆς ἑτέρας ὁμάδος τῶν ἐμπολέμων Κρατῶν. Ἡ Ἑλλὰς καὶ μετὰ τὴν κήρυξιν τῆς γενικῆς ἐπιστρατεύσεως θὰ ἐξακολουθήσῃ ἐμμένουσα ἐν τῇ οὐδετερότητι ὑφ' οὓς ὅρους ἐτήρει ταύτην καὶ μέχρι τοῦδε. Ἐὰν δὲ διὰ τὴν κατάσχεσιν αὐτῆς θὰ ἀποτελέσῃ τὸ μέτρον τῆς ἐπιστρατεύσεως μέχρι χθές, τοῦτο ὀφείλεται εἰς τὸ ὅτι ἐκ τῶν ἐμπολέμων Κρατῶν ἐγκατέλιπε πρὸς τὴν Ἑλλάδα ἡ ἔχει διαθέσεις.: [1085, 269, 1332, 470]
market-item-name: » 1884: [140, 238, 175, 250]
market-item-price: 25: [365, 486, 378, 498]
headline-loan: ΣΥΝΟΜΟΛΟΓΗΣΙΣ ΔΑΝΕΙΟΥ: [1204, 796, 1471, 819]
column-rule-left: [385, 115, 386, 2110]
article-text: Παρεκλήθημεν παρὰ τοῦ Ἀτισαγγελέως τῶν ἐν Ἀθήναις Πρωτοδικῶν κ. Ἀνδρέα Ἀλεξάνδρου νὰ δηλώσωμεν ὅτι οὐδεμίαν σχέσιν ἔχει μετὰ τοῦ ἐν Σκοπέλῳ συλληφθέντος ψευδοδικηγόρου Σπυροπούλου καὶ τῆς γυναικὸς αὐτοῦ κ. Μπίλιος ἀγνώστων αὐτῷ καὶ κατ' ὄψιν.: [1085, 993, 1332, 1081]
signature-role: Ὁ Γραμματεὺς: [1428, 1205, 1503, 1217]
market-item-name: » 30,000,000: [140, 385, 207, 397]
article-text: ΡΩΜΗ, Μεσονύκτιον, Πέμπτης.— Ἀγγέλλεται ἐκ Λονδίνου, ὅτι ὁ ἐπὶ τῶν Οἰκονομικῶν ὑπουργὸς τῆς Ρωσσίας κ. Μπὰρκ ἔφθασεν ἐκεῖ προερχόμενος ἐκ Παρισίων, καὶ ἤρχισεν ἐπιγόνους ἐπὶ τῶν οἰκονομικῶν ζητημάτων τοῦ πολέμου συνεννοήσεις μετὰ τοῦ Ἄγγλου συναδέλφου του κ. Μακ Κέννα.: [854, 411, 1072, 524]
headline-russian-armies: ΤΩΝ ΡΩΣΙΚΩΝ ΣΤΡΑΤΕΥΜΑΤΩΝ: [438, 878, 1026, 916]
market-item-price: 63: [365, 464, 378, 476]
market-item-name: Τραπέζης Ἐμπορικῆς: [140, 464, 247, 476]
market-item-name: » 1887 Μονοπωλίων: [140, 250, 246, 262]
article-col-2: [623, 1535, 841, 2110]
market-item-price: 100: [358, 599, 378, 611]
divider: [854, 1055, 1072, 1056]
market-row: [140, 228, 378, 239]
market-item-name: Ἐθνικῆς Τραπέζης: [140, 407, 234, 419]
signature-title: Ἐλ. Ι. Ἀντιστράτηγος: [204, 1121, 314, 1133]
divider: [392, 475, 610, 476]
subhead-piraeus: ΕΠΙΤΑΞΕΙΣ ΕΝ ΠΕΙΡΑΙΕΙ: [653, 1835, 811, 1851]
market-item-name: Ἑταιρείας Ναυτίλου: [140, 486, 245, 498]
signature-name: ΠΕΡΙΚΛΗΣ ΓΕΝΝΑΤΑΣ: [1401, 1194, 1530, 1205]
subhead-king-health: Η ΥΓΕΙΑ ΤΗΣ Α. Μ. ΤΟΥ ΒΑΣΙΛΕΩΣ: [643, 1537, 821, 1576]
market-item-price: 131: [358, 543, 378, 555]
market-row: [140, 307, 378, 318]
subhead-parliament: ΣΥΓΚΛΗΣΙΣ ΤΗΣ ΒΟΥΛΗΣ: [411, 1537, 591, 1554]
article-text: σους πρὸς τὴν Δομπροσλάφκαν. Ἡ ὁμὰς τῶν στρατευμάτων τοῦ ἀρχιστρατήγου Μάκενσεν ἀνατολικῶς τοῦ Λογκισίν ἔσχεν ἀψιμαχίας. Εἰς τὸ Νοτιοανατολικὸν θέατρον τοῦ πολέμου οὐδὲν νεώτερον.: [623, 952, 841, 1039]
market-item-name: Ἑλληνικῆς Ἀσφαλείας: [140, 565, 254, 577]
divider: [1085, 164, 1590, 166]
subhead-southeast: ΑΙ ΜΑΧΑΙ ΕΙΣ ΤΟ ΝΟΤΙΑΝΑΤΟΛΙΚΟΝ: [656, 1223, 808, 1265]
market-row: [140, 363, 378, 374]
market-item-name: Τραπέζης Ἀνατολῆς: [140, 441, 241, 453]
market-item-price: 124: [358, 565, 378, 577]
theatre-listings: ΘΕΣΣΙΟΥ. Ἀπόψε ἡ ἑσπερινὴ τοῦ κ. Μπόβου. ΣΥΝΤΑΓΜΑΤΟΣ Η «Ἑλένη» ἀπέριττα ΚΥΒΕΛΗΣ «Ὁ πειρασμὸς τοῦ κ. Ξένου πολὺ μὲ Καλλιόπην τῆς κ. Κυβέλης. ΠΑΝΕΛΛΗΝΙΟΝ Τὸ «Μπο-Μπο» ΠΑΞΕΣΑ Ἡ ἐξαφενικὴ κωμῳδία «Ὁ κ. Πατέρας» μὲ τὰ κωμικὰ σκηνικά. ΑΛΑΜΠΡΑ «Ὁ Μαῦρος Καβαλλάρης» ΛΑΟΥ Παλαιὰ καὶ νέα «Σεσίλια» ΑΘΗΝΑΙΚΟΝ «Ὁ δικαστικὸς διαδρόμων».: [1342, 936, 1589, 1028]
divider: [623, 400, 841, 401]
center-low-section: [392, 1525, 1072, 2110]
divider: [392, 1529, 1072, 1531]
divider: [623, 1829, 841, 1830]
headline-significance: ΠΟΙΑ Η ΣΗΜΑΣΙΑ: [1172, 172, 1503, 216]
subhead-western-front: Αἱ ΜΑΧΑΙ ΕΙΣ ΤΟ ΔΥΤ. ΜΕΤΩΠΟΝ: [861, 1061, 1065, 1076]
market-item-name: Ἐπιχειρήσεως: [140, 588, 212, 600]
article-text: ΡΩΜΗ, μεσον. Πέμπτης.— Η είδησις τῆς ἐπιστρατεύσεως τῆς Βουλγαρίας δημοσιεύεται εἰς τὰς Ἀγγλικὰς ἐφημερίδας ἀσχολίαστος. Ὁ Γερμανικὸς τύπος κρίνει ταύτην ὡς ἀναπόφευκτον προσχώρησιν τῆς Βουλγαρίας εἰς τὴν Αὐστρογερμανικὴν ὁμάδα.: [392, 372, 610, 472]
market-row: [140, 385, 378, 396]
market-item-name: Λαχ. Ἐθν. Τραπέζης 3 ο/ο: [140, 362, 270, 374]
market-item-name: Λαϊκῆς Τραπέζης: [140, 452, 227, 464]
market-item-name: Πυριτιδοποιείου: [140, 509, 224, 521]
banner-subtitle: ΙΔΙΑΙΤΕΡΑ ΤΗΛΕΓΡΑΦΗΜΑΤΑ ΑΠ' ΕΥΘΕΙΑΣ ΕΚ ΒΕΡΟΛΙΝΟΥ ΚΑΙ ΡΩΜΗΣ: [392, 178, 1072, 203]
subhead-italian-announcement: ΙΤΑΛΙΚΗ ΑΝΑΚΟΙΝΩΣΙΣ: [891, 533, 1035, 549]
market-row: [140, 329, 378, 340]
section-bank-bonds: ΟΜΟΛΟΓΙΑΙ ΤΡΑΠ. ΚΑΙ ΕΤΑΙΡΕΙΩΝ: [158, 351, 360, 363]
market-row: [140, 261, 378, 272]
column-rule-right: [1078, 115, 1079, 2110]
market-item-price: 93 1/2: [346, 340, 378, 352]
market-item-name: Σιδηρ. Θεσσαλίας: [140, 543, 232, 555]
market-item-price: 228: [358, 250, 378, 262]
column-rule: [847, 372, 848, 747]
market-row: [140, 295, 378, 306]
